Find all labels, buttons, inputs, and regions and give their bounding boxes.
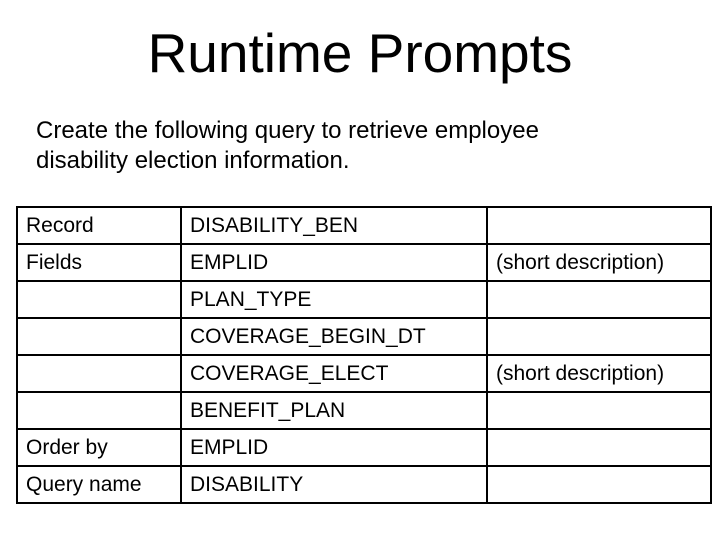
intro-line-1: Create the following query to retrieve employee [36,117,539,144]
row-label [17,392,181,429]
row-label [17,355,181,392]
table-row-field [17,355,711,392]
row-label: Fields [17,244,181,281]
table-row-record [17,207,711,244]
row-label [17,318,181,355]
row-value: DISABILITY [181,466,487,503]
table-row-field [17,318,711,355]
table-row-field [17,392,711,429]
row-note: (short description) [487,244,711,281]
row-value: PLAN_TYPE [181,281,487,318]
table-row-field [17,281,711,318]
query-definition-table [16,206,712,504]
table-row-query-name [17,466,711,503]
row-value: EMPLID [181,429,487,466]
row-value: EMPLID [181,244,487,281]
row-label: Record [17,207,181,244]
row-note: (short description) [487,355,711,392]
row-value: COVERAGE_ELECT [181,355,487,392]
row-note [487,318,711,355]
row-value: COVERAGE_BEGIN_DT [181,318,487,355]
row-value: DISABILITY_BEN [181,207,487,244]
row-label: Query name [17,466,181,503]
row-note [487,429,711,466]
intro-line-2: disability election information. [36,147,350,174]
slide-title: Runtime Prompts [147,22,573,84]
row-note [487,207,711,244]
table-row-order-by [17,429,711,466]
row-note [487,281,711,318]
intro-text [36,116,696,176]
row-note [487,466,711,503]
row-note [487,392,711,429]
table-row-fields [17,244,711,281]
row-label: Order by [17,429,181,466]
row-label [17,281,181,318]
row-value: BENEFIT_PLAN [181,392,487,429]
